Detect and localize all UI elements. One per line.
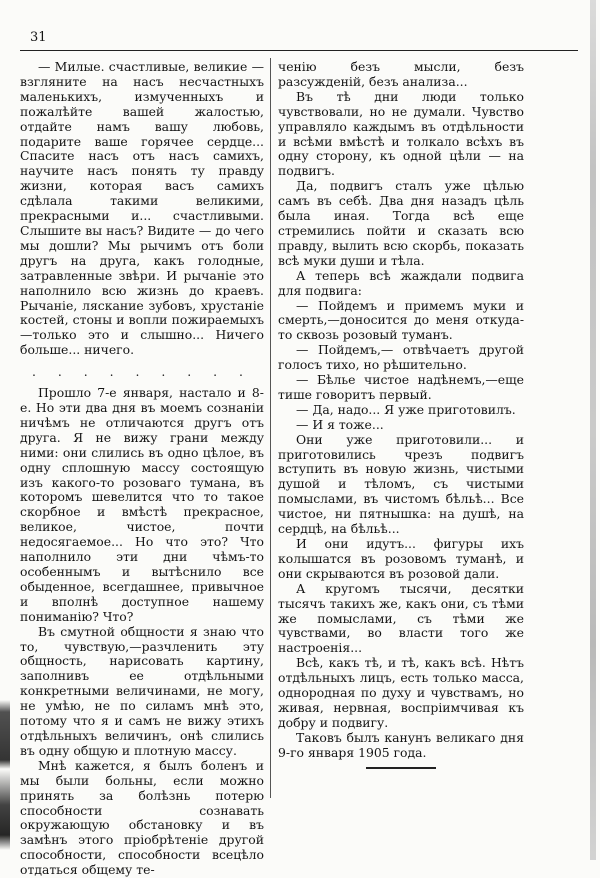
paragraph: Въ смутной общности я знаю что то, чувствую,—разчленить эту общность, нарисовать картину, заполнивъ ее отдѣльными конкретными величинами, не могу, не умѣю, не по силамъ мнѣ это, потому что я и самъ не вижу этихъ отдѣльныхъ величинъ, онѣ слились въ одну общую и плотную массу. <box>20 623 264 758</box>
end-rule <box>366 767 436 769</box>
paragraph: А кругомъ тысячи, десятки тысячъ такихъ же, какъ они, съ тѣми же помыслами, съ тѣми же чувствами, во власти того же настроенія... <box>278 580 524 656</box>
paragraph: Въ тѣ дни люди только чувствовали, но не думали. Чувство управляло каждымъ въ отдѣльности и всѣми вмѣстѣ и толкало всѣхъ въ одну сторону, къ одной цѣли — на подвигъ. <box>278 88 524 179</box>
paragraph: — Милые. счастливые, великие — взгляните на насъ несчастныхъ маленькихъ, измученныхъ и пожалѣйте вашей жалостью, отдайте намъ вашу любовь, подарите ваше горячее сердце... Спасите насъ отъ насъ самихъ, научите насъ понять ту правду жизни, которая васъ самихъ сдѣлала такими великими, прекрасными и... счастливыми. Слышите вы насъ? Видите — до чего мы дошли? Мы рычимъ отъ боли другъ на друга, какъ голодные, затравленные звѣри. И рычаніе это наполнило всю жизнь до краевъ. Рычаніе, ляскание зубовъ, хрустаніе костей, стоны и вопли пожираемыхъ—только это и слышно... Ничего больше... ничего. <box>20 59 264 358</box>
paragraph: Мнѣ кажется, я былъ боленъ и мы были больны, если можно принять за болѣзнь потерю способности сознавать окружающую обстановку и въ замѣнъ этого пріобрѣтеніе другой способности, способности всецѣло отдаться общему те- <box>20 757 264 878</box>
binding-edge-shadow <box>0 700 10 850</box>
right-column <box>278 60 524 769</box>
paragraph: — И я тоже... <box>296 416 384 432</box>
paragraph: Таковъ былъ канунъ великаго дня 9-го января 1905 года. <box>278 729 524 760</box>
paragraph: — Пойдемъ,— отвѣчаетъ другой голосъ тихо, но рѣшительно. <box>278 342 524 373</box>
paragraph: — Да, надо... Я уже приготовилъ. <box>296 401 516 417</box>
paragraph: Всѣ, какъ тѣ, и тѣ, какъ всѣ. Нѣтъ отдѣльныхъ лицъ, есть только масса, однородная по духу и чувствамъ, но живая, нервная, воспріимчивая къ добру и подвигу. <box>278 655 524 730</box>
paragraph: Прошло 7-е января, настало и 8-е. Но эти два дня въ моемъ сознаніи ничѣмъ не отличаются другъ отъ друга. Я не вижу грани между ними: они слились въ одно цѣлое, въ одну сплошную массу состоящую изъ какого-то розоваго тумана, въ которомъ шевелится что то такое скорбное и вмѣстѣ прекрасное, великое, чистое, почти недосягаемое... Но что это? Что наполнило эти дни чѣмъ-то особеннымъ и вытѣснило все обыденное, всегдашнее, привычное и вполнѣ доступное нашему пониманію? Что? <box>20 385 264 624</box>
paragraph: Да, подвигъ сталъ уже цѣлью самъ въ себѣ. Два дня назадъ цѣль была иная. Тогда всѣ еще стремились пойти и сказать всю правду, вылить всю скорбь, показать всѣ муки души и тѣла. <box>278 178 524 268</box>
paragraph: И они идутъ... фигуры ихъ колышатся въ розовомъ туманѣ, и они скрываются въ розовой дали. <box>278 536 524 581</box>
header-rule <box>20 50 578 51</box>
left-column <box>20 60 264 878</box>
paragraph: А теперь всѣ жаждали подвига для подвига: <box>278 267 524 298</box>
page-number: 31 <box>30 30 47 45</box>
paragraph-continuation: ченію безъ мысли, безъ разсужденій, безъ анализа... <box>278 59 524 89</box>
paragraph: — Бѣлье чистое надѣнемъ,—еще тише говоритъ первый. <box>278 372 524 402</box>
paragraph: Они уже приготовили... и приготовились чрезъ подвигъ вступить въ новую жизнь, чистыми душой и тѣломъ, съ чистыми помыслами, въ чистомъ бѣльѣ... Все чистое, ни пятнышка: на душѣ, на сердцѣ, на бѣльѣ... <box>278 431 524 537</box>
section-break-dots: . . . . . . . . . <box>32 364 252 380</box>
page-edge-shadow <box>590 0 596 860</box>
column-divider <box>270 58 271 798</box>
paragraph: — Пойдемъ и примемъ муки и смерть,—доносится до меня откуда-то сквозь розовый туманъ. <box>278 297 524 343</box>
